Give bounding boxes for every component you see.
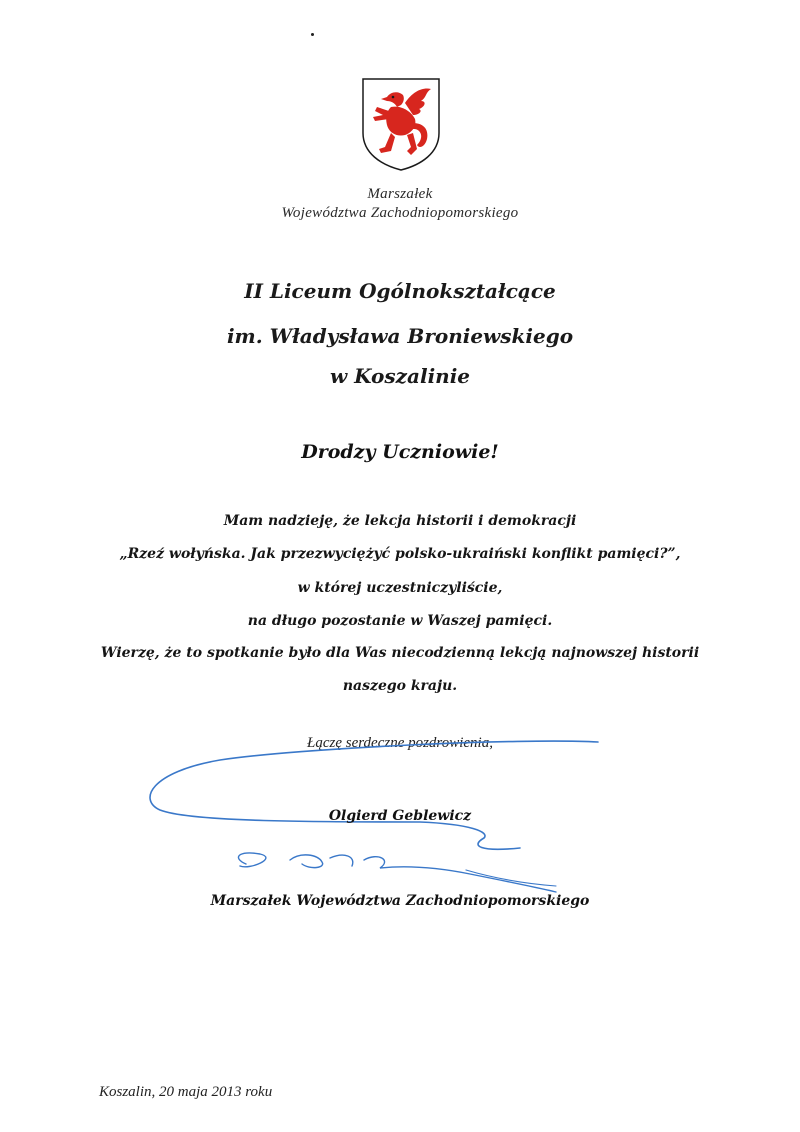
body-line: Wierzę, że to spotkanie było dla Was niecodzienną lekcją najnowszej historii: [100, 645, 700, 661]
letter-date: Koszalin, 20 maja 2013 roku: [99, 1084, 273, 1100]
recipient-school: II Liceum Ogólnokształcące: [244, 279, 556, 303]
signer-title: Marszałek Województwa Zachodniopomorskiego: [210, 893, 590, 909]
issuer-region: Województwa Zachodniopomorskiego: [281, 205, 519, 221]
letter-closing: Łączę serdeczne pozdrowienia,: [307, 735, 493, 751]
body-line: w której uczestniczyliście,: [297, 580, 503, 596]
body-line: na długo pozostanie w Waszej pamięci.: [247, 613, 553, 629]
recipient-patron: im. Władysława Broniewskiego: [226, 324, 574, 348]
griffin-crest-icon: [361, 77, 441, 171]
scan-speck: [311, 33, 314, 36]
body-line: „Rzeź wołyńska. Jak przezwyciężyć polsko-ukraiński konflikt pamięci?”,: [119, 546, 681, 562]
body-line: naszego kraju.: [342, 678, 458, 694]
issuer-title: Marszałek: [367, 186, 433, 202]
letter-greeting: Drodzy Uczniowie!: [301, 441, 499, 463]
signer-name: Olgierd Geblewicz: [328, 808, 472, 824]
recipient-city: w Koszalinie: [329, 364, 471, 388]
body-line: Mam nadzieję, że lekcja historii i demokracji: [223, 513, 577, 529]
